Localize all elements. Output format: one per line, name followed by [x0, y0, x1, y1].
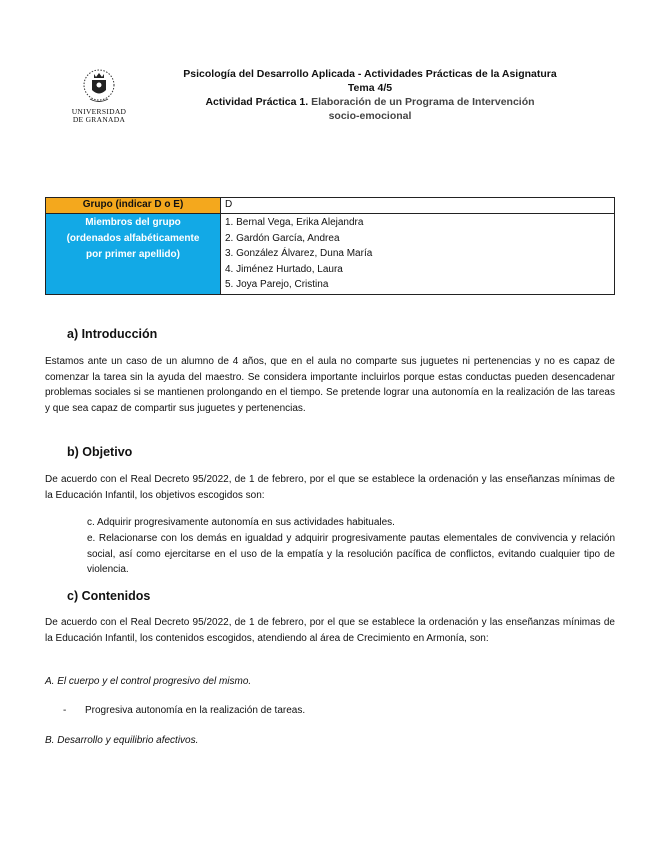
document-header	[160, 67, 580, 123]
member-item: 2. Gardón García, Andrea	[225, 232, 340, 244]
section-title-contents: c) Contenidos	[67, 589, 151, 603]
member-item: 1. Bernal Vega, Erika Alejandra	[225, 217, 364, 228]
logo-text-line-1: UNIVERSIDAD	[71, 107, 127, 116]
header-activity-title-cont: socio-emocional	[328, 110, 412, 122]
header-activity	[160, 95, 580, 109]
table-row-members	[46, 214, 615, 295]
header-course-title: Psicología del Desarrollo Aplicada - Actividades Prácticas de la Asignatura	[183, 68, 557, 80]
introduction-paragraph: Estamos ante un caso de un alumno de 4 años, que en el aula no comparte sus juguetes ni pertenencias y no es capaz de comenzar la tarea sin la ayuda del maestro. Se considera importante incluirlos porque estas conductas pueden desencadenar problemas sociales si se mantienen prolongando en el tiempo. Se pretende lograr una autonomía en la realización de las tareas y que sea capaz de compartir sus juguetes y pertenencias.	[45, 356, 615, 414]
contents-block-a: A. El cuerpo y el control progresivo del mismo.	[45, 676, 252, 687]
contents-item-text: Progresiva autonomía en la realización de tareas.	[85, 705, 306, 716]
members-label-line-3: por primer apellido)	[86, 249, 180, 260]
contents-block-b: B. Desarrollo y equilibrio afectivos.	[45, 735, 199, 746]
objective-item-e: e. Relacionarse con los demás en igualdad y adquirir progresivamente pautas elementales de convivencia y relación social, así como ejercitarse en el uso de la empatía y la resolución pacífica de conflictos, evitando cualquier tipo de violencia.	[87, 533, 615, 575]
table-row-group	[46, 198, 615, 214]
group-table	[45, 197, 615, 295]
header-activity-number: Actividad Práctica 1.	[205, 96, 309, 108]
members-label-line-1: Miembros del grupo	[85, 217, 181, 228]
members-list-cell	[221, 214, 615, 295]
section-title-introduction: a) Introducción	[67, 327, 158, 341]
group-value-cell: D	[221, 198, 615, 214]
objective-paragraph: De acuerdo con el Real Decreto 95/2022, de 1 de febrero, por el que se establece la ordenación y las enseñanzas mínimas de la Educación Infantil, los objetivos escogidos son:	[45, 474, 615, 501]
contents-paragraph: De acuerdo con el Real Decreto 95/2022, de 1 de febrero, por el que se establece la ordenación y las enseñanzas mínimas de la Educación Infantil, los contenidos escogidos, atendiendo al área de Crecimiento en Armonía, son:	[45, 617, 615, 644]
header-topic: Tema 4/5	[347, 82, 393, 94]
member-item: 4. Jiménez Hurtado, Laura	[225, 263, 343, 275]
university-crest-icon	[79, 66, 119, 108]
list-dash: -	[63, 705, 67, 716]
contents-list-item	[63, 705, 305, 716]
section-title-objective: b) Objetivo	[67, 445, 133, 459]
members-label-line-2: (ordenados alfabéticamente	[66, 233, 200, 244]
university-logo	[64, 66, 134, 124]
members-label-cell	[46, 214, 221, 295]
group-label-cell: Grupo (indicar D o E)	[46, 198, 221, 214]
member-item: 5. Joya Parejo, Cristina	[225, 279, 329, 291]
header-activity-title: Elaboración de un Programa de Intervención	[311, 96, 535, 108]
logo-text-line-2: DE GRANADA	[72, 115, 126, 124]
member-item: 3. González Álvarez, Duna María	[225, 248, 373, 260]
objective-item-c: c. Adquirir progresivamente autonomía en sus actividades habituales.	[87, 517, 395, 528]
